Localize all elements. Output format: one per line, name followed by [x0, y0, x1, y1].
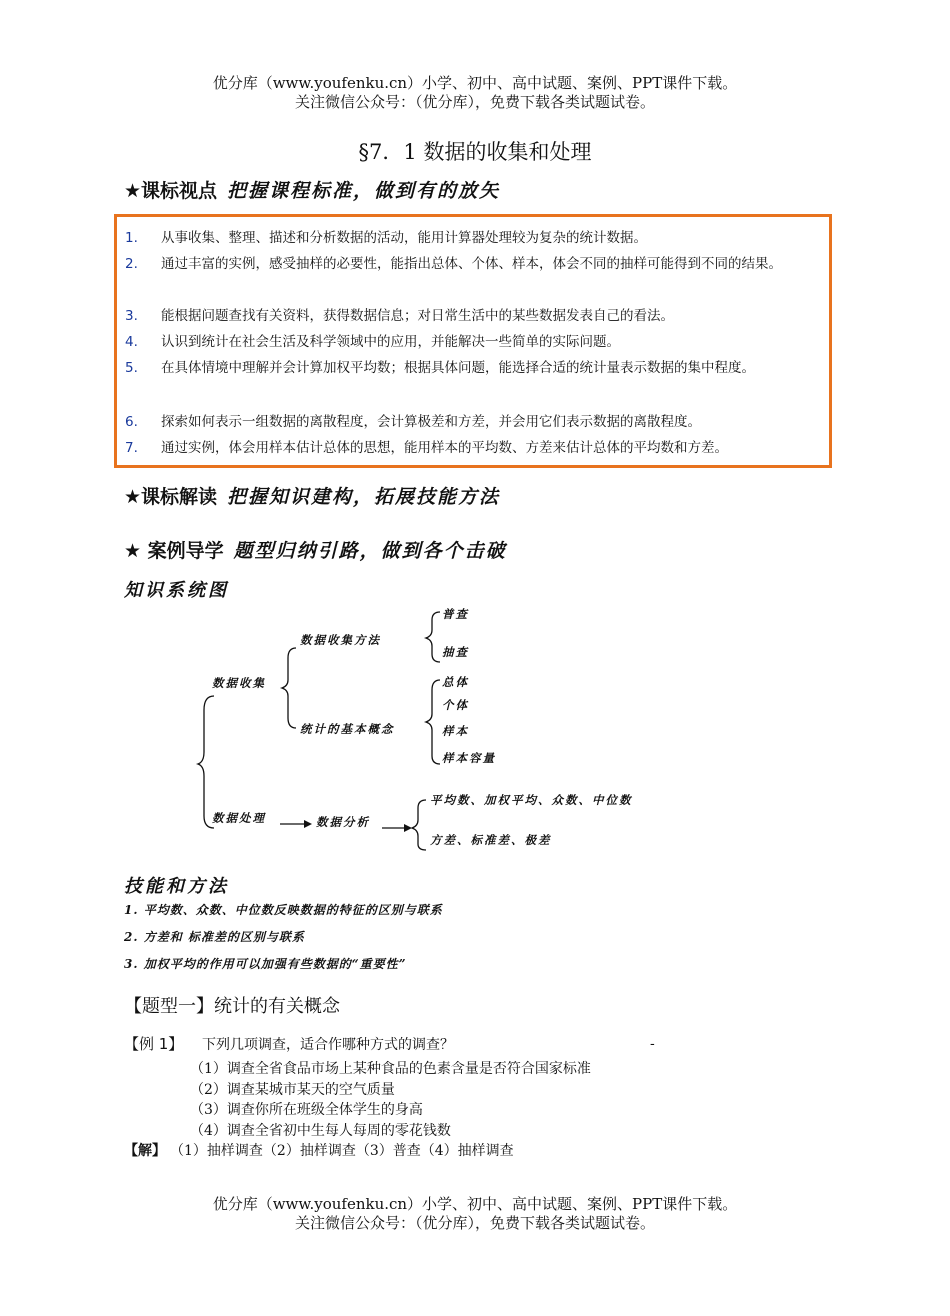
knowledge-heading: 知识系统图	[124, 580, 229, 601]
standard-text: 从事收集、整理、描述和分析数据的活动，能用计算器处理较为复杂的统计数据。	[161, 230, 647, 246]
diagram-concept-item-2: 个体	[442, 698, 469, 712]
example1-label: 【例 1】	[124, 1035, 184, 1053]
standard-text: 在具体情境中理解并会计算加权平均数；根据具体问题，能选择合适的统计量表示数据的集中程度。	[161, 360, 755, 376]
standard-text: 探索如何表示一组数据的离散程度，会计算极差和方差，并会用它们表示数据的离散程度。	[161, 414, 701, 430]
brace-root	[198, 696, 214, 828]
section-standards-label: ★课标视点	[124, 180, 218, 202]
type1-heading: 【题型一】统计的有关概念	[124, 996, 340, 1017]
standard-num: 6.	[125, 414, 138, 430]
example1-item-4: （4）调查全省初中生每人每周的零花钱数	[190, 1123, 451, 1139]
example1-answer-label: 【解】	[124, 1143, 166, 1159]
page-title: §7．1 数据的收集和处理	[358, 140, 592, 164]
brace-method	[426, 612, 440, 662]
diagram-analysis-item-2: 方差、标准差、极差	[430, 833, 552, 847]
section-standards-sub: 把握课程标准，做到有的放矢	[227, 180, 501, 202]
standard-text: 认识到统计在社会生活及科学领域中的应用，并能解决一些简单的实际问题。	[161, 334, 620, 350]
arrow-head-2	[404, 824, 412, 832]
diagram-method-item-1: 普查	[442, 607, 469, 621]
standard-num: 4.	[125, 334, 138, 350]
diagram-method: 数据收集方法	[300, 633, 381, 647]
diagram-concept-item-4: 样本容量	[442, 751, 496, 765]
standard-text: 能根据问题查找有关资料，获得数据信息；对日常生活中的某些数据发表自己的看法。	[161, 308, 674, 324]
diagram-concept: 统计的基本概念	[300, 722, 395, 736]
brace-collect	[282, 648, 296, 728]
skill-item-2: 2. 方差和 标准差的区别与联系	[124, 930, 305, 944]
diagram-method-item-2: 抽查	[442, 645, 469, 659]
footer-line-1: 优分库（www.youfenku.cn）小学、初中、高中试题、案例、PPT课件下载。	[212, 1195, 738, 1213]
diagram-analysis-item-1: 平均数、加权平均、众数、中位数	[430, 793, 633, 807]
header-line-2: 关注微信公众号：（优分库），免费下载各类试题试卷。	[294, 93, 655, 111]
standard-num: 2.	[125, 256, 138, 272]
diagram-collect: 数据收集	[212, 676, 266, 690]
standard-num: 1.	[125, 230, 138, 246]
brace-concept	[426, 680, 440, 764]
standard-num: 3.	[125, 308, 138, 324]
example1-dash: -	[650, 1036, 655, 1052]
standard-num: 7.	[125, 440, 138, 456]
section-cases-label: ★ 案例导学	[124, 540, 224, 562]
diagram-concept-item-3: 样本	[442, 724, 469, 738]
section-interpret-label: ★课标解读	[124, 486, 218, 508]
diagram-concept-item-1: 总体	[442, 675, 469, 689]
example1-item-2: （2）调查某城市某天的空气质量	[190, 1082, 395, 1098]
skill-item-3: 3. 加权平均的作用可以加强有些数据的“重要性”	[124, 957, 407, 971]
diagram-analysis: 数据分析	[316, 815, 370, 829]
brace-analysis	[412, 800, 426, 850]
skills-heading: 技能和方法	[124, 876, 229, 897]
diagram-process: 数据处理	[212, 811, 266, 825]
example1-item-1: （1）调查全省食品市场上某种食品的色素含量是否符合国家标准	[190, 1061, 591, 1077]
standard-text: 通过实例，体会用样本估计总体的思想，能用样本的平均数、方差来估计总体的平均数和方差。	[161, 440, 728, 456]
example1-question: 下列几项调查，适合作哪种方式的调查？	[202, 1037, 454, 1053]
footer-line-2: 关注微信公众号：（优分库），免费下载各类试题试卷。	[294, 1214, 655, 1232]
section-cases-sub: 题型归纳引路，做到各个击破	[233, 540, 507, 562]
standard-num: 5.	[125, 360, 138, 376]
standard-text: 通过丰富的实例，感受抽样的必要性，能指出总体、个体、样本，体会不同的抽样可能得到不同的结果。	[161, 256, 782, 272]
header-line-1: 优分库（www.youfenku.cn）小学、初中、高中试题、案例、PPT课件下载。	[212, 74, 738, 92]
section-interpret-sub: 把握知识建构，拓展技能方法	[227, 486, 501, 508]
skill-item-1: 1. 平均数、众数、中位数反映数据的特征的区别与联系	[124, 903, 443, 917]
example1-item-3: （3）调查你所在班级全体学生的身高	[190, 1102, 423, 1118]
example1-answer: （1）抽样调查（2）抽样调查（3）普查（4）抽样调查	[170, 1143, 514, 1159]
arrow-head-1	[304, 820, 312, 828]
